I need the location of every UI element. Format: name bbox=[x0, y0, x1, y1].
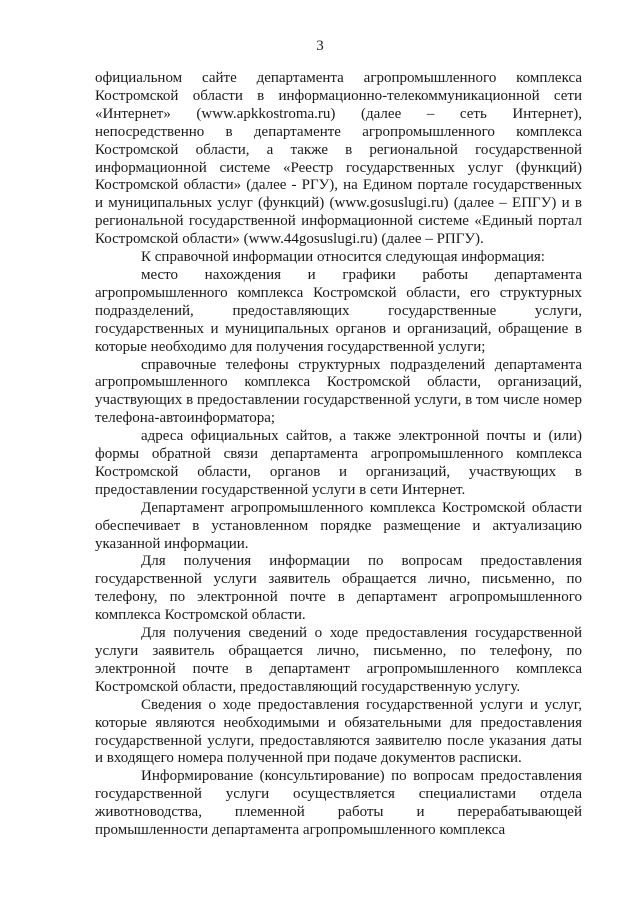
paragraph-websites-email: адреса официальных сайтов, а также электронной почты и (или) формы обратной связи департамента агропромышленного комплекса Костромской области, органов и организаций, участвующих в предоставлении государственной услуги в сети Интернет. bbox=[95, 428, 582, 498]
paragraph-info-sources: официальном сайте департамента агропромышленного комплекса Костромской области в информационно-телекоммуникационной сети «Интернет» (www.apkkostroma.ru) (далее – сеть Интернет), непосредственно в департаменте агропромышленного комплекса Костромской области, а также в региональной государственной информационной системе «Реестр государственных услуг (функций) Костромской области» (далее - РГУ), на Едином портале государственных и муниципальных услуг (функций) (www.gosuslugi.ru) (далее – ЕПГУ) и в региональной государственной информационной системе «Единый портал Костромской области» (www.44gosuslugi.ru) (далее – РПГУ). bbox=[95, 70, 582, 248]
paragraph-reference-info-intro: К справочной информации относится следующая информация: bbox=[141, 249, 545, 266]
document-body bbox=[95, 70, 582, 840]
paragraph-obtaining-info: Для получения информации по вопросам предоставления государственной услуги заявитель обращается лично, письменно, по телефону, по электронной почте в департамент агропромышленного комплекса Костромской области. bbox=[95, 553, 582, 624]
paragraph-location-schedule: место нахождения и графики работы департамента агропромышленного комплекса Костромской области, его структурных подразделений, предоставляющих государственные услуги, государственных и муниципальных органов и организаций, обращение в которые необходимо для получения государственной услуги; bbox=[95, 266, 582, 355]
page-number: 3 bbox=[316, 38, 324, 54]
paragraph-progress-info: Для получения сведений о ходе предоставления государственной услуги заявитель обращается лично, письменно, по телефону, по электронной почте в департамент агропромышленного комплекса Костромской области, предоставляющий государственную услугу. bbox=[95, 625, 582, 695]
paragraph-reference-phones: справочные телефоны структурных подразделений департамента агропромышленного комплекса Костромской области, организаций, участвующих в предоставлении государственной услуги, в том числе номер телефона-автоинформатора; bbox=[95, 356, 582, 427]
paragraph-department-provides: Департамент агропромышленного комплекса Костромской области обеспечивает в установленном порядке размещение и актуализацию указанной информации. bbox=[95, 499, 582, 552]
paragraph-consulting: Информирование (консультирование) по вопросам предоставления государственной услуги осуществляется специалистами отдела животноводства, племенной работы и перерабатывающей промышленности департамента агропромышленного комплекса bbox=[95, 768, 582, 839]
paragraph-progress-details: Сведения о ходе предоставления государственной услуги и услуг, которые являются необходимыми и обязательными для предоставления государственной услуги, предоставляются заявителю после указания даты и входящего номера полученной при подаче документов расписки. bbox=[95, 696, 582, 767]
